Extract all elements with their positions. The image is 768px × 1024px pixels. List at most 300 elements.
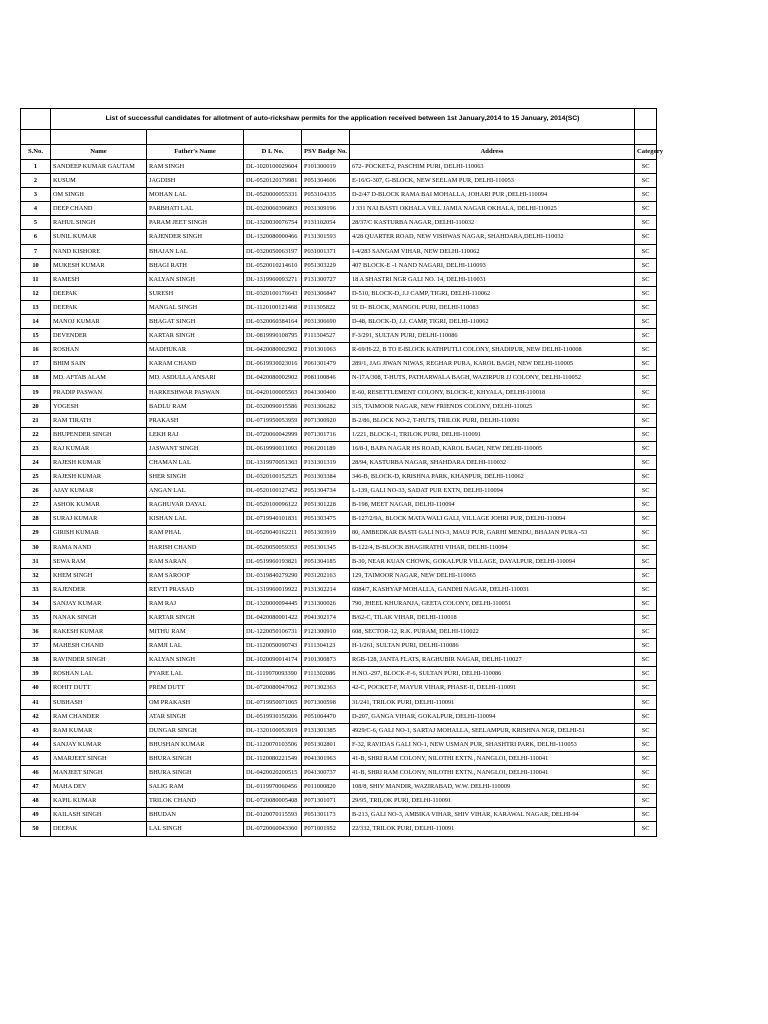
cell-psv-badge: P051303475 <box>302 512 350 526</box>
cell-psv-badge: P071300598 <box>302 695 350 709</box>
cell-sno: 33 <box>21 582 51 596</box>
table-row <box>21 427 657 441</box>
cell-address: 91 D- BLOCK, MANGOL PURI, DELHI-110083 <box>350 300 635 314</box>
cell-dl-no: DL-0119970060456 <box>244 780 302 794</box>
cell-name: MAHA DEV <box>51 780 147 794</box>
cell-name: DEEPAK <box>51 300 147 314</box>
table-row <box>21 357 657 371</box>
cell-psv-badge: P061301479 <box>302 357 350 371</box>
cell-category: SC <box>635 427 657 441</box>
cell-psv-badge: P031001371 <box>302 244 350 258</box>
table-row <box>21 498 657 512</box>
cell-name: SURAJ KUMAR <box>51 512 147 526</box>
cell-name: RAMESH <box>51 272 147 286</box>
table-row <box>21 751 657 765</box>
cell-category: SC <box>635 540 657 554</box>
cell-sno: 30 <box>21 540 51 554</box>
cell-name: RAHUL SINGH <box>51 216 147 230</box>
table-row <box>21 188 657 202</box>
cell-category: SC <box>635 737 657 751</box>
cell-dl-no: DL-0420080002902 <box>244 343 302 357</box>
cell-sno: 41 <box>21 695 51 709</box>
cell-address: B-30, NEAR KUAN CHOWK, GOKALPUR VILLAGE, DAYALPUR, DELHI-110094 <box>350 554 635 568</box>
cell-category: SC <box>635 202 657 216</box>
cell-fathers-name: SHER SINGH <box>147 470 244 484</box>
cell-psv-badge: P031303384 <box>302 470 350 484</box>
cell-psv-badge: P051304185 <box>302 554 350 568</box>
cell-psv-badge: P131302214 <box>302 582 350 596</box>
cell-category: SC <box>635 357 657 371</box>
cell-category: SC <box>635 611 657 625</box>
cell-psv-badge: P131301385 <box>302 723 350 737</box>
cell-dl-no: DL-0619930023016 <box>244 357 302 371</box>
cell-category: SC <box>635 709 657 723</box>
cell-fathers-name: KARAM CHAND <box>147 357 244 371</box>
cell-address: H.NO.-297, BLOCK-F-6, SULTAN PURI, DELHI-110086 <box>350 667 635 681</box>
cell-fathers-name: KISHAN LAL <box>147 512 244 526</box>
cell-dl-no: DL-1119970093390 <box>244 667 302 681</box>
cell-address: 6084/7, KASHYAP MOHALLA, GANDHI NAGAR, DELHI-110031 <box>350 582 635 596</box>
header-dl-no: D L No. <box>244 145 302 160</box>
table-row <box>21 258 657 272</box>
cell-psv-badge: P051301173 <box>302 808 350 822</box>
cell-address: L-139, GALI NO-33, SADAT PUR EXTN, DELHI-110094 <box>350 484 635 498</box>
cell-dl-no: DL-0519930150206 <box>244 709 302 723</box>
cell-category: SC <box>635 639 657 653</box>
cell-address: D-207, GANGA VIHAR, GOKALPUR, DELHI-110094 <box>350 709 635 723</box>
table-row <box>21 244 657 258</box>
cell-name: ASHOK KUMAR <box>51 498 147 512</box>
cell-name: SUBHASH <box>51 695 147 709</box>
cell-address: 28/37/C KASTURBA NAGAR, DELHI-110032 <box>350 216 635 230</box>
cell-fathers-name: HARISH CHAND <box>147 540 244 554</box>
cell-category: SC <box>635 653 657 667</box>
table-row <box>21 780 657 794</box>
cell-psv-badge: P131301319 <box>302 455 350 469</box>
cell-dl-no: DL-1319960093271 <box>244 272 302 286</box>
cell-dl-no: DL-0519960193821 <box>244 554 302 568</box>
cell-address: F-32, RAVIDAS GALI NO-1, NEW USMAN PUR, SHASHTRI PARK, DELHI-110053 <box>350 737 635 751</box>
cell-sno: 44 <box>21 737 51 751</box>
cell-sno: 47 <box>21 780 51 794</box>
table-row <box>21 596 657 610</box>
cell-dl-no: DL-1320030076754 <box>244 216 302 230</box>
cell-category: SC <box>635 554 657 568</box>
candidates-table <box>20 108 664 837</box>
table-row <box>21 286 657 300</box>
cell-name: KAPIL KUMAR <box>51 794 147 808</box>
cell-name: KHEM SINGH <box>51 568 147 582</box>
cell-address: 29/95, TRILOK PURI, DELHI-110091 <box>350 794 635 808</box>
cell-address: 41-B, SHRI RAM COLONY, NILOTHI EXTN., NANGLOI, DELHI-110041 <box>350 766 635 780</box>
cell-address: 22/332, TRILOK PURI, DELHI-110091 <box>350 822 635 836</box>
cell-category: SC <box>635 286 657 300</box>
table-row <box>21 174 657 188</box>
cell-sno: 13 <box>21 300 51 314</box>
table-row <box>21 526 657 540</box>
cell-fathers-name: MOHAN LAL <box>147 188 244 202</box>
cell-name: RAMA NAND <box>51 540 147 554</box>
table-row <box>21 723 657 737</box>
cell-dl-no: DL-0720080005408 <box>244 794 302 808</box>
cell-fathers-name: BHURA SINGH <box>147 766 244 780</box>
cell-name: RAM KUMAR <box>51 723 147 737</box>
cell-sno: 29 <box>21 526 51 540</box>
cell-dl-no: DL-0420080001422 <box>244 611 302 625</box>
cell-category: SC <box>635 315 657 329</box>
cell-category: SC <box>635 794 657 808</box>
table-row <box>21 160 657 174</box>
cell-fathers-name: SURESH <box>147 286 244 300</box>
cell-category: SC <box>635 808 657 822</box>
cell-category: SC <box>635 723 657 737</box>
cell-category: SC <box>635 300 657 314</box>
cell-fathers-name: MD. ASDULLA ANSARI <box>147 371 244 385</box>
cell-address: 42-C, POCKET-F, MAYUR VIHAR, PHASE-II, DELHI-110091 <box>350 681 635 695</box>
cell-category: SC <box>635 751 657 765</box>
cell-fathers-name: PREM DUTT <box>147 681 244 695</box>
cell-category: SC <box>635 512 657 526</box>
cell-category: SC <box>635 498 657 512</box>
cell-sno: 11 <box>21 272 51 286</box>
cell-address: I-4/283 SANGAM VIHAR, NEW DELHI-110062 <box>350 244 635 258</box>
cell-fathers-name: BADLU RAM <box>147 399 244 413</box>
cell-name: NAND KISHORE <box>51 244 147 258</box>
cell-psv-badge: P031202163 <box>302 568 350 582</box>
cell-psv-badge: P131102054 <box>302 216 350 230</box>
table-row <box>21 371 657 385</box>
cell-name: PRADIP PASWAN <box>51 385 147 399</box>
cell-psv-badge: P111305822 <box>302 300 350 314</box>
cell-category: SC <box>635 667 657 681</box>
cell-fathers-name: PYARE LAL <box>147 667 244 681</box>
cell-psv-badge: P101300019 <box>302 160 350 174</box>
cell-category: SC <box>635 582 657 596</box>
table-row <box>21 329 657 343</box>
cell-address: F-3/291, SULTAN PURI, DELHI-110086 <box>350 329 635 343</box>
cell-fathers-name: RAMJI LAL <box>147 639 244 653</box>
cell-sno: 37 <box>21 639 51 653</box>
cell-fathers-name: RAM PHAL <box>147 526 244 540</box>
cell-psv-badge: P111302086 <box>302 667 350 681</box>
cell-psv-badge: P041301963 <box>302 751 350 765</box>
cell-psv-badge: P111304123 <box>302 639 350 653</box>
table-row <box>21 385 657 399</box>
cell-psv-badge: P051304734 <box>302 484 350 498</box>
cell-category: SC <box>635 399 657 413</box>
table-row <box>21 470 657 484</box>
cell-name: MANOJ KUMAR <box>51 315 147 329</box>
cell-fathers-name: RAM SARAN <box>147 554 244 568</box>
cell-fathers-name: MITHU RAM <box>147 625 244 639</box>
cell-name: MUKESH KUMAR <box>51 258 147 272</box>
cell-sno: 15 <box>21 329 51 343</box>
cell-address: 608, SECTOR-12, R.K. PURAM, DELHI-110022 <box>350 625 635 639</box>
cell-address: B-213, GALI NO-3, AMBIKA VIHAR, SHIV VIHAR, KARAWAL NAGAR, DELHI-94 <box>350 808 635 822</box>
cell-name: ROHIT DUTT <box>51 681 147 695</box>
cell-fathers-name: MANGAL SINGH <box>147 300 244 314</box>
header-address: Address <box>350 145 635 160</box>
table-row <box>21 653 657 667</box>
cell-address: 315, TAIMOOR NAGAR, NEW FRIENDS COLONY, DELHI-110025 <box>350 399 635 413</box>
cell-psv-badge: P051304606 <box>302 174 350 188</box>
cell-psv-badge: P041302174 <box>302 611 350 625</box>
cell-fathers-name: RAM RAJ <box>147 596 244 610</box>
cell-name: GIRISH KUMAR <box>51 526 147 540</box>
cell-psv-badge: P053104335 <box>302 188 350 202</box>
table-row <box>21 808 657 822</box>
cell-psv-badge: P051301345 <box>302 540 350 554</box>
header-fathers-name: Father's Name <box>147 145 244 160</box>
cell-name: DEEP CHAND <box>51 202 147 216</box>
table-row <box>21 667 657 681</box>
cell-psv-badge: P011000820 <box>302 780 350 794</box>
header-name: Name <box>51 145 147 160</box>
cell-sno: 18 <box>21 371 51 385</box>
cell-psv-badge: P041300737 <box>302 766 350 780</box>
cell-name: SANJAY KUMAR <box>51 737 147 751</box>
cell-dl-no: DL-0719950053959 <box>244 413 302 427</box>
cell-psv-badge: P031306690 <box>302 315 350 329</box>
table-row <box>21 540 657 554</box>
cell-sno: 1 <box>21 160 51 174</box>
cell-psv-badge: P051004470 <box>302 709 350 723</box>
cell-name: YOGESH <box>51 399 147 413</box>
cell-category: SC <box>635 160 657 174</box>
cell-name: KUSUM <box>51 174 147 188</box>
cell-dl-no: DL-1020090014174 <box>244 653 302 667</box>
cell-name: ROSHAN <box>51 343 147 357</box>
cell-psv-badge: P071300920 <box>302 413 350 427</box>
cell-address: 1/221, BLOCK-1, TRILOK PURI, DELHI-110091 <box>350 427 635 441</box>
cell-name: DEVENDER <box>51 329 147 343</box>
document-sheet <box>20 108 664 837</box>
cell-sno: 46 <box>21 766 51 780</box>
cell-category: SC <box>635 385 657 399</box>
cell-sno: 20 <box>21 399 51 413</box>
cell-dl-no: DL-0320100176643 <box>244 286 302 300</box>
cell-category: SC <box>635 216 657 230</box>
cell-dl-no: DL-0420020200515 <box>244 766 302 780</box>
cell-psv-badge: P031306847 <box>302 286 350 300</box>
table-row <box>21 639 657 653</box>
cell-address: 18 A SHASTRI NGR GALI NO. 14, DELHI-110031 <box>350 272 635 286</box>
cell-psv-badge: P071302363 <box>302 681 350 695</box>
cell-sno: 26 <box>21 484 51 498</box>
cell-address: 4929/C-6, GALI NO-1, SARTAJ MOHALLA, SEELAMPUR, KRISHNA NGR, DELHI-51 <box>350 723 635 737</box>
cell-psv-badge: P101301063 <box>302 343 350 357</box>
cell-address: 289/1, JAG JIWAN NIWAS, REGHAR PURA, KAROL BAGH, NEW DELHI-110005 <box>350 357 635 371</box>
cell-address: 4/28 QUARTER ROAD, NEW VISHWAS NAGAR, SHAHDARA,DELHI-110032 <box>350 230 635 244</box>
cell-psv-badge: P081100846 <box>302 371 350 385</box>
cell-address: 28/94, KASTURBA NAGAR, SHAHDARA DELHI-110032 <box>350 455 635 469</box>
table-row <box>21 315 657 329</box>
cell-fathers-name: ATAR SINGH <box>147 709 244 723</box>
cell-psv-badge: P071001952 <box>302 822 350 836</box>
cell-sno: 38 <box>21 653 51 667</box>
cell-sno: 16 <box>21 343 51 357</box>
header-psv-badge: PSV Badge No. <box>302 145 350 160</box>
cell-sno: 22 <box>21 427 51 441</box>
table-row <box>21 794 657 808</box>
cell-psv-badge: P131300727 <box>302 272 350 286</box>
cell-sno: 7 <box>21 244 51 258</box>
cell-name: SEWA RAM <box>51 554 147 568</box>
cell-sno: 24 <box>21 455 51 469</box>
cell-sno: 42 <box>21 709 51 723</box>
cell-dl-no: DL-0420100005563 <box>244 385 302 399</box>
cell-address: 80, AMBEDKAR BASTI GALI NO-3, MAUJ PUR, GARHI MENDU, BHAJAN PURA -53 <box>350 526 635 540</box>
cell-category: SC <box>635 441 657 455</box>
cell-category: SC <box>635 766 657 780</box>
cell-fathers-name: ANGAN LAL <box>147 484 244 498</box>
table-row <box>21 272 657 286</box>
cell-fathers-name: PARBHATI LAL <box>147 202 244 216</box>
cell-fathers-name: OM PRAKASH <box>147 695 244 709</box>
cell-fathers-name: TRILOK CHAND <box>147 794 244 808</box>
cell-psv-badge: P051303229 <box>302 258 350 272</box>
cell-name: SANJAY KUMAR <box>51 596 147 610</box>
cell-psv-badge: P051303919 <box>302 526 350 540</box>
cell-address: H-1/261, SULTAN PURI, DELHI-110086 <box>350 639 635 653</box>
cell-category: SC <box>635 470 657 484</box>
cell-address: 129, TAIMOOR NAGAR, NEW DELHI-110065 <box>350 568 635 582</box>
table-row <box>21 300 657 314</box>
cell-sno: 35 <box>21 611 51 625</box>
table-row <box>21 202 657 216</box>
cell-name: KAILASH SINGH <box>51 808 147 822</box>
cell-sno: 36 <box>21 625 51 639</box>
cell-fathers-name: BHUDAN <box>147 808 244 822</box>
cell-name: BHIM SAIN <box>51 357 147 371</box>
cell-name: RAM CHANDER <box>51 709 147 723</box>
cell-sno: 34 <box>21 596 51 610</box>
cell-name: RAM TIRATH <box>51 413 147 427</box>
cell-address: E-60, RESETTLEMENT COLONY, BLOCK-E, KHYALA, DELHI-110018 <box>350 385 635 399</box>
cell-fathers-name: REVTI PRASAD <box>147 582 244 596</box>
cell-sno: 27 <box>21 498 51 512</box>
cell-dl-no: DL-0320050063197 <box>244 244 302 258</box>
cell-name: SANDEEP KUMAR GAUTAM <box>51 160 147 174</box>
cell-psv-badge: P111304527 <box>302 329 350 343</box>
cell-fathers-name: SALIG RAM <box>147 780 244 794</box>
cell-sno: 3 <box>21 188 51 202</box>
cell-psv-badge: P061201189 <box>302 441 350 455</box>
cell-name: SUNIL KUMAR <box>51 230 147 244</box>
cell-sno: 14 <box>21 315 51 329</box>
cell-psv-badge: P051302801 <box>302 737 350 751</box>
cell-dl-no: DL-0720080047062 <box>244 681 302 695</box>
header-row <box>21 145 657 160</box>
cell-category: SC <box>635 244 657 258</box>
cell-name: RAJENDER <box>51 582 147 596</box>
cell-address: 31/241, TRILOK PURI, DELHI-110091 <box>350 695 635 709</box>
cell-sno: 23 <box>21 441 51 455</box>
cell-address: 41-B, SHRI RAM COLONY, NILOTHI EXTN., NANGLOI, DELHI-110041 <box>350 751 635 765</box>
cell-category: SC <box>635 681 657 695</box>
cell-address: 672- POCKET-2, PASCHIM PURI, DELHI-110063 <box>350 160 635 174</box>
cell-dl-no: DL-0319840279290 <box>244 568 302 582</box>
cell-category: SC <box>635 174 657 188</box>
cell-psv-badge: P041300400 <box>302 385 350 399</box>
cell-category: SC <box>635 625 657 639</box>
cell-dl-no: DL-0520120179981 <box>244 174 302 188</box>
table-row <box>21 582 657 596</box>
cell-category: SC <box>635 230 657 244</box>
cell-dl-no: DL-0520000055331 <box>244 188 302 202</box>
cell-fathers-name: LAL SINGH <box>147 822 244 836</box>
cell-psv-badge: P131300026 <box>302 596 350 610</box>
cell-sno: 28 <box>21 512 51 526</box>
table-row <box>21 625 657 639</box>
cell-fathers-name: KALYAN SINGH <box>147 653 244 667</box>
table-row <box>21 737 657 751</box>
cell-sno: 21 <box>21 413 51 427</box>
cell-dl-no: DL-1220050106731 <box>244 625 302 639</box>
cell-address: E-16/G-307, G-BLOCK, NEW SEELAM PUR, DELHI-110053 <box>350 174 635 188</box>
cell-category: SC <box>635 413 657 427</box>
spacer-row <box>21 130 657 145</box>
cell-address: D-48, BLOCK-D, J.J. CAMP, TIGRI, DELHI-110062 <box>350 315 635 329</box>
cell-dl-no: DL-0520010214610 <box>244 258 302 272</box>
cell-address: J 331 NAI BASTI OKHALA VILL JAMIA NAGAR OKHALA, DELHI-110025 <box>350 202 635 216</box>
cell-category: SC <box>635 822 657 836</box>
cell-sno: 43 <box>21 723 51 737</box>
cell-address: 16/8-I, BAPA NAGAR HS ROAD, KAROL BAGH, NEW DELHI-110005 <box>350 441 635 455</box>
cell-category: SC <box>635 455 657 469</box>
cell-category: SC <box>635 371 657 385</box>
cell-address: RGB-128, JANTA FLATS, RAGHUBIR NAGAR, DELHI-110027 <box>350 653 635 667</box>
cell-category: SC <box>635 695 657 709</box>
cell-sno: 50 <box>21 822 51 836</box>
cell-fathers-name: RAGHUVAR DAYAL <box>147 498 244 512</box>
cell-sno: 4 <box>21 202 51 216</box>
cell-category: SC <box>635 484 657 498</box>
cell-fathers-name: KARTAR SINGH <box>147 329 244 343</box>
cell-dl-no: DL-0720060042999 <box>244 427 302 441</box>
cell-sno: 45 <box>21 751 51 765</box>
cell-address: B/62-C, TILAK VIHAR, DELHI-110018 <box>350 611 635 625</box>
cell-category: SC <box>635 188 657 202</box>
cell-name: AMARJEET SINGH <box>51 751 147 765</box>
cell-fathers-name: MADHUKAR <box>147 343 244 357</box>
cell-name: RAKESH KUMAR <box>51 625 147 639</box>
cell-name: ROSHAN LAL <box>51 667 147 681</box>
cell-name: RAJESH KUMAR <box>51 470 147 484</box>
cell-sno: 48 <box>21 794 51 808</box>
table-row <box>21 455 657 469</box>
cell-dl-no: DL-0320090015586 <box>244 399 302 413</box>
cell-fathers-name: JASWANT SINGH <box>147 441 244 455</box>
table-row <box>21 216 657 230</box>
cell-dl-no: DL-1320100053919 <box>244 723 302 737</box>
cell-category: SC <box>635 526 657 540</box>
table-row <box>21 512 657 526</box>
cell-address: R-69/H-22, B TO E-BLOCK KATHPUTLI COLONY, SHADIPUR, NEW DELHI-110008 <box>350 343 635 357</box>
cell-fathers-name: PRAKASH <box>147 413 244 427</box>
header-sno: S.No. <box>21 145 51 160</box>
cell-category: SC <box>635 272 657 286</box>
table-row <box>21 681 657 695</box>
cell-sno: 39 <box>21 667 51 681</box>
cell-name: RAJ KUMAR <box>51 441 147 455</box>
cell-fathers-name: BHAGI RATH <box>147 258 244 272</box>
cell-psv-badge: P131301593 <box>302 230 350 244</box>
cell-name: BHUPENDER SINGH <box>51 427 147 441</box>
cell-name: MD. AFTAB ALAM <box>51 371 147 385</box>
cell-sno: 2 <box>21 174 51 188</box>
cell-name: DEEPAK <box>51 822 147 836</box>
